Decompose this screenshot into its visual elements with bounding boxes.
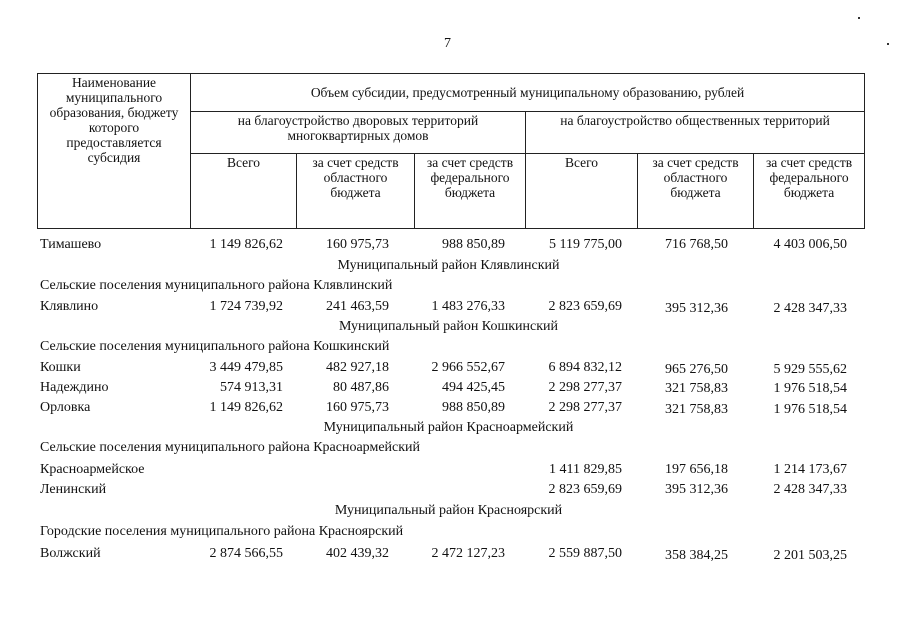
header-federal: за счет средств федерального бюджета bbox=[415, 154, 526, 229]
row-name: Клявлино bbox=[40, 299, 99, 314]
header-subsidy-title: Объем субсидии, предусмотренный муниципальному образованию, рублей bbox=[191, 74, 865, 112]
cell-regional: 482 927,18 bbox=[326, 360, 389, 375]
cell-federal-public: 5 929 555,62 bbox=[773, 362, 847, 377]
header-regional: за счет средств областного бюджета bbox=[297, 154, 415, 229]
cell-total: 1 149 826,62 bbox=[209, 400, 283, 415]
cell-regional-public: 395 312,36 bbox=[665, 301, 728, 316]
district-heading: Муниципальный район Красноармейский bbox=[323, 420, 574, 435]
cell-federal: 988 850,89 bbox=[442, 237, 505, 252]
cell-total-public: 2 298 277,37 bbox=[548, 400, 622, 415]
row-name: Кошки bbox=[40, 360, 81, 375]
cell-total-public: 2 823 659,69 bbox=[548, 299, 622, 314]
cell-total-public: 2 298 277,37 bbox=[548, 380, 622, 395]
cell-federal: 2 472 127,23 bbox=[431, 546, 505, 561]
settlement-heading: Сельские поселения муниципального района Красноармейский bbox=[40, 440, 421, 455]
cell-federal-public: 1 214 173,67 bbox=[773, 462, 847, 477]
cell-federal-public: 4 403 006,50 bbox=[773, 237, 847, 252]
cell-federal-public: 1 976 518,54 bbox=[773, 381, 847, 396]
header-regional-public: за счет средств областного бюджета bbox=[638, 154, 754, 229]
cell-total: 1 149 826,62 bbox=[209, 237, 283, 252]
cell-total: 2 874 566,55 bbox=[209, 546, 283, 561]
settlement-heading: Сельские поселения муниципального района Клявлинский bbox=[40, 278, 393, 293]
cell-federal-public: 2 428 347,33 bbox=[773, 301, 847, 316]
cell-federal-public: 2 428 347,33 bbox=[773, 482, 847, 497]
cell-total-public: 2 823 659,69 bbox=[548, 482, 622, 497]
district-heading: Муниципальный район Клявлинский bbox=[337, 258, 560, 273]
row-name: Красноармейское bbox=[40, 462, 145, 477]
header-public-group: на благоустройство общественных территорий bbox=[526, 112, 865, 154]
cell-federal: 1 483 276,33 bbox=[431, 299, 505, 314]
header-total-public: Всего bbox=[526, 154, 638, 229]
cell-total-public: 6 894 832,12 bbox=[548, 360, 622, 375]
cell-federal-public: 1 976 518,54 bbox=[773, 402, 847, 417]
cell-regional-public: 716 768,50 bbox=[665, 237, 728, 252]
settlement-heading: Сельские поселения муниципального района Кошкинский bbox=[40, 339, 390, 354]
cell-federal: 988 850,89 bbox=[442, 400, 505, 415]
settlement-heading: Городские поселения муниципального района Красноярский bbox=[40, 524, 404, 539]
cell-total-public: 5 119 775,00 bbox=[549, 237, 622, 252]
cell-regional-public: 321 758,83 bbox=[665, 402, 728, 417]
cell-regional: 160 975,73 bbox=[326, 400, 389, 415]
cell-regional-public: 321 758,83 bbox=[665, 381, 728, 396]
cell-regional-public: 965 276,50 bbox=[665, 362, 728, 377]
cell-regional: 241 463,59 bbox=[326, 299, 389, 314]
cell-regional-public: 395 312,36 bbox=[665, 482, 728, 497]
cell-federal-public: 2 201 503,25 bbox=[773, 548, 847, 563]
row-name: Волжский bbox=[40, 546, 101, 561]
scan-speck bbox=[887, 43, 889, 45]
header-municipality-name: Наименование муниципального образования, бюджету которого предоставляется субсидия bbox=[38, 74, 191, 229]
district-heading: Муниципальный район Кошкинский bbox=[338, 319, 559, 334]
cell-federal: 2 966 552,67 bbox=[431, 360, 505, 375]
subsidy-table-header bbox=[37, 73, 865, 229]
row-name: Орловка bbox=[40, 400, 91, 415]
header-courtyard-group: на благоустройство дворовых территорий многоквартирных домов bbox=[191, 112, 526, 154]
cell-total: 1 724 739,92 bbox=[209, 299, 283, 314]
cell-total: 574 913,31 bbox=[220, 380, 283, 395]
header-total: Всего bbox=[191, 154, 297, 229]
cell-total-public: 1 411 829,85 bbox=[549, 462, 622, 477]
cell-regional-public: 197 656,18 bbox=[665, 462, 728, 477]
cell-regional: 402 439,32 bbox=[326, 546, 389, 561]
header-federal-public: за счет средств федерального бюджета bbox=[754, 154, 865, 229]
page-number: 7 bbox=[444, 36, 451, 51]
cell-federal: 494 425,45 bbox=[442, 380, 505, 395]
scan-speck bbox=[858, 17, 860, 19]
cell-regional: 160 975,73 bbox=[326, 237, 389, 252]
cell-regional: 80 487,86 bbox=[333, 380, 389, 395]
district-heading: Муниципальный район Красноярский bbox=[334, 503, 563, 518]
row-name: Надеждино bbox=[40, 380, 109, 395]
row-name: Ленинский bbox=[40, 482, 107, 497]
cell-total: 3 449 479,85 bbox=[209, 360, 283, 375]
row-name: Тимашево bbox=[40, 237, 102, 252]
cell-regional-public: 358 384,25 bbox=[665, 548, 728, 563]
cell-total-public: 2 559 887,50 bbox=[548, 546, 622, 561]
